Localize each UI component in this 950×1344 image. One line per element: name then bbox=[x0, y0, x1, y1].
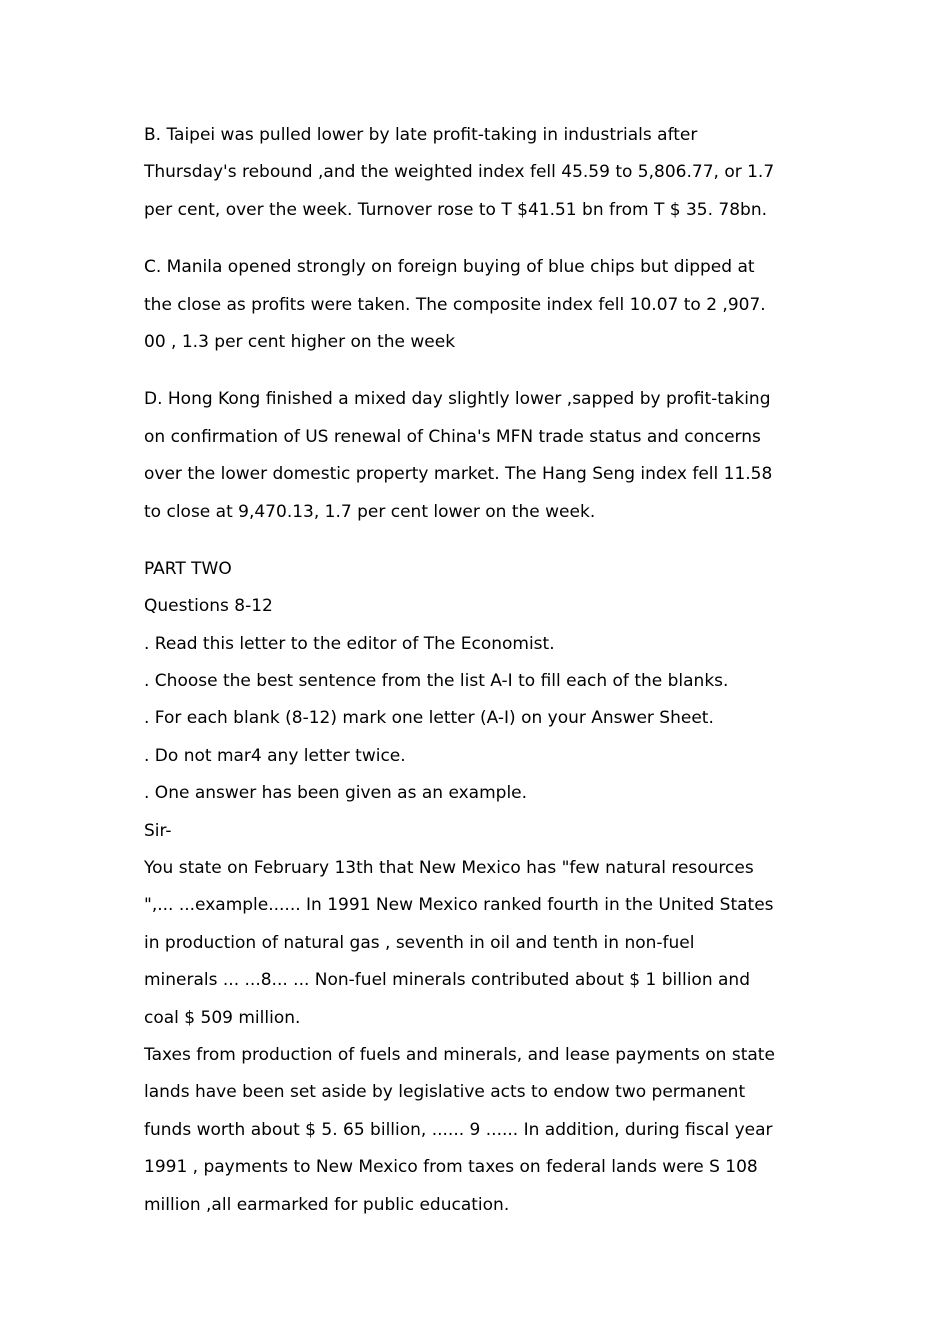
text-line: on confirmation of US renewal of China's MFN trade status and concerns bbox=[144, 426, 761, 447]
instruction-item: . Read this letter to the editor of The Economist. bbox=[144, 633, 555, 654]
text-line: 00 , 1.3 per cent higher on the week bbox=[144, 331, 456, 352]
paragraph-d bbox=[144, 381, 814, 531]
text-line: lands have been set aside by legislative acts to endow two permanent bbox=[144, 1082, 746, 1103]
text-line: to close at 9,470.13, 1.7 per cent lower on the week. bbox=[144, 501, 596, 522]
text-line: Taxes from production of fuels and minerals, and lease payments on state bbox=[144, 1044, 775, 1065]
text-line: D. Hong Kong finished a mixed day slightly lower ,sapped by profit-taking bbox=[144, 389, 771, 410]
text-line: minerals ... ...8... ... Non-fuel minerals contributed about $ 1 billion and bbox=[144, 970, 750, 991]
questions-label: Questions 8-12 bbox=[144, 596, 273, 617]
text-line: ",... ...example...... In 1991 New Mexico ranked fourth in the United States bbox=[144, 895, 774, 916]
instruction-item: . One answer has been given as an example. bbox=[144, 783, 528, 804]
letter-paragraph-2 bbox=[144, 1037, 814, 1224]
text-line: the close as profits were taken. The composite index fell 10.07 to 2 ,907. bbox=[144, 294, 766, 315]
text-line: B. Taipei was pulled lower by late profit-taking in industrials after bbox=[144, 125, 698, 145]
text-line: over the lower domestic property market. The Hang Seng index fell 11.58 bbox=[144, 464, 773, 485]
text-line: C. Manila opened strongly on foreign buying of blue chips but dipped at bbox=[144, 257, 755, 278]
paragraph-c bbox=[144, 249, 814, 361]
part-two-section bbox=[144, 551, 814, 1224]
document-page bbox=[144, 117, 814, 1224]
text-line: funds worth about $ 5. 65 billion, ...... 9 ...... In addition, during fiscal year bbox=[144, 1119, 773, 1140]
paragraph-spacer bbox=[144, 229, 814, 249]
paragraph-b bbox=[144, 117, 814, 229]
instruction-item: . Choose the best sentence from the list A-I to fill each of the blanks. bbox=[144, 671, 729, 692]
text-line: Thursday's rebound ,and the weighted index fell 45.59 to 5,806.77, or 1.7 bbox=[144, 162, 775, 183]
instruction-item: . For each blank (8-12) mark one letter (A-I) on your Answer Sheet. bbox=[144, 708, 714, 729]
text-line: in production of natural gas , seventh in oil and tenth in non-fuel bbox=[144, 932, 695, 953]
paragraph-spacer bbox=[144, 361, 814, 381]
text-line: 1991 , payments to New Mexico from taxes on federal lands were S 108 bbox=[144, 1157, 758, 1178]
text-line: You state on February 13th that New Mexico has "few natural resources bbox=[144, 858, 754, 879]
text-line: coal $ 509 million. bbox=[144, 1007, 301, 1028]
text-line: per cent, over the week. Turnover rose to T $41.51 bn from T $ 35. 78bn. bbox=[144, 199, 768, 220]
paragraph-spacer bbox=[144, 531, 814, 551]
instruction-item: . Do not mar4 any letter twice. bbox=[144, 745, 406, 766]
text-line: million ,all earmarked for public education. bbox=[144, 1194, 510, 1215]
letter-paragraph-1 bbox=[144, 850, 814, 1037]
section-heading: PART TWO bbox=[144, 558, 232, 579]
letter-salutation: Sir- bbox=[144, 820, 172, 841]
